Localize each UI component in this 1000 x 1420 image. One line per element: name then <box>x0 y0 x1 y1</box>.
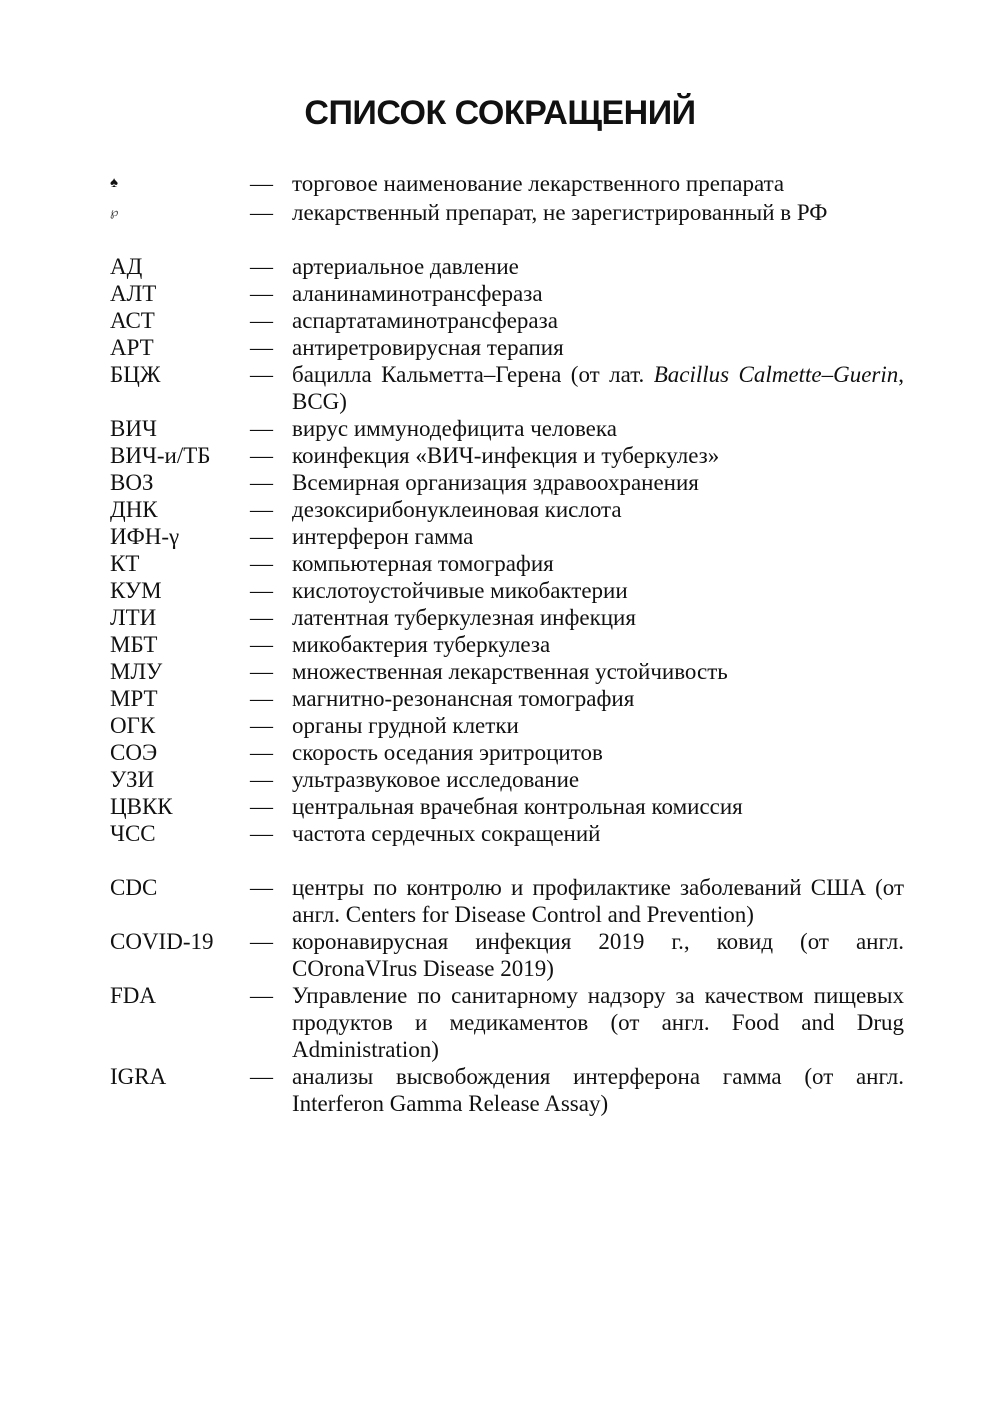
list-item <box>110 928 904 982</box>
abbreviation: ЛТИ <box>110 605 157 630</box>
definition: бацилла Кальметта–Герена (от лат. Bacillus Calmette–Guerin, BCG) <box>292 362 905 414</box>
spade-icon: ♠ <box>110 175 118 191</box>
abbreviation: АРТ <box>110 335 154 360</box>
abbreviation: МБТ <box>110 632 158 657</box>
definition: вирус иммунодефицита человека <box>292 416 617 441</box>
list-item <box>110 631 904 658</box>
abbreviation: ЧСС <box>110 821 156 846</box>
list-item <box>110 469 904 496</box>
list-item <box>110 766 904 793</box>
list-item <box>110 307 904 334</box>
dash: — <box>250 821 273 846</box>
dash: — <box>250 171 273 196</box>
dash: — <box>250 200 273 225</box>
definition: аланинаминотрансфераза <box>292 281 543 306</box>
dash: — <box>250 254 273 279</box>
dash: — <box>250 686 273 711</box>
dash: — <box>250 551 273 576</box>
list-item <box>110 712 904 739</box>
abbreviation: КТ <box>110 551 140 576</box>
abbreviation: СОЭ <box>110 740 158 765</box>
abbreviation: УЗИ <box>110 767 155 792</box>
list-item <box>110 739 904 766</box>
definition: латентная туберкулезная инфекция <box>292 605 636 630</box>
definition: кислотоустойчивые микобактерии <box>292 578 628 603</box>
list-item <box>110 496 904 523</box>
abbreviation: МЛУ <box>110 659 163 684</box>
abbreviation: CDC <box>110 875 158 900</box>
dash: — <box>250 335 273 360</box>
dash: — <box>250 929 273 954</box>
abbreviation: ВИЧ <box>110 416 157 441</box>
list-item <box>110 280 904 307</box>
page-title: СПИСОК СОКРАЩЕНИЙ <box>304 94 696 132</box>
list-item <box>110 199 904 226</box>
definition: коинфекция «ВИЧ-инфекция и туберкулез» <box>292 443 720 468</box>
definition: микобактерия туберкулеза <box>292 632 551 657</box>
dash: — <box>250 524 273 549</box>
definition: частота сердечных сокращений <box>292 821 601 846</box>
rx-icon: ℘ <box>110 205 119 219</box>
abbreviation: МРТ <box>110 686 158 711</box>
definition: лекарственный препарат, не зарегистрированный в РФ <box>292 200 828 225</box>
abbreviation: IGRA <box>110 1064 167 1089</box>
dash: — <box>250 767 273 792</box>
dash: — <box>250 794 273 819</box>
dash: — <box>250 605 273 630</box>
definition: скорость оседания эритроцитов <box>292 740 603 765</box>
abbreviation: КУМ <box>110 578 162 603</box>
abbreviation: ВИЧ-и/ТБ <box>110 443 211 468</box>
dash: — <box>250 740 273 765</box>
abbreviation: COVID-19 <box>110 929 214 954</box>
abbreviation: ИФН-γ <box>110 524 180 549</box>
abbreviation: ВОЗ <box>110 470 154 495</box>
abbreviation: ОГК <box>110 713 156 738</box>
dash: — <box>250 875 273 900</box>
definition: магнитно-резонансная томография <box>292 686 635 711</box>
russian-group <box>110 253 904 847</box>
definition: дезоксирибонуклеиновая кислота <box>292 497 622 522</box>
definition: антиретровирусная терапия <box>292 335 564 360</box>
definition: аспартатаминотрансфераза <box>292 308 558 333</box>
abbreviation: АД <box>110 254 143 279</box>
list-item <box>110 604 904 631</box>
list-item <box>110 793 904 820</box>
symbol-group <box>110 170 904 226</box>
definition: центральная врачебная контрольная комиссия <box>292 794 743 819</box>
dash: — <box>250 470 273 495</box>
definition: интерферон гамма <box>292 524 474 549</box>
definition: Управление по санитарному надзору за качеством пищевых продуктов и медикаментов (от англ. Food and Drug Administration) <box>292 983 904 1062</box>
dash: — <box>250 578 273 603</box>
abbreviation: БЦЖ <box>110 362 161 387</box>
dash: — <box>250 632 273 657</box>
dash: — <box>250 308 273 333</box>
list-item <box>110 577 904 604</box>
list-item <box>110 442 904 469</box>
list-item <box>110 361 904 415</box>
list-item <box>110 253 904 280</box>
list-item <box>110 415 904 442</box>
dash: — <box>250 281 273 306</box>
dash: — <box>250 443 273 468</box>
definition: компьютерная томография <box>292 551 554 576</box>
abbreviation-list <box>110 170 904 1144</box>
abbreviation: АЛТ <box>110 281 157 306</box>
definition: торговое наименование лекарственного препарата <box>292 171 785 196</box>
abbreviation: FDA <box>110 983 157 1008</box>
abbreviation: ЦВКК <box>110 794 173 819</box>
abbreviation: АСТ <box>110 308 155 333</box>
latin-group <box>110 874 904 1117</box>
dash: — <box>250 983 273 1008</box>
dash: — <box>250 416 273 441</box>
list-item <box>110 982 904 1063</box>
list-item <box>110 874 904 928</box>
list-item <box>110 658 904 685</box>
list-item <box>110 550 904 577</box>
definition: Всемирная организация здравоохранения <box>292 470 699 495</box>
definition: артериальное давление <box>292 254 519 279</box>
dash: — <box>250 713 273 738</box>
definition: анализы высвобождения интерферона гамма (от англ. Interferon Gamma Release Assay) <box>292 1064 904 1116</box>
list-item <box>110 1063 904 1117</box>
dash: — <box>250 362 273 387</box>
dash: — <box>250 659 273 684</box>
list-item <box>110 334 904 361</box>
dash: — <box>250 1064 273 1089</box>
definition: центры по контролю и профилактике заболеваний США (от англ. Centers for Disease Control and Prevention) <box>292 875 904 927</box>
list-item <box>110 820 904 847</box>
definition: множественная лекарственная устойчивость <box>292 659 728 684</box>
definition: коронавирусная инфекция 2019 г., ковид (от англ. COronaVIrus Disease 2019) <box>292 929 904 981</box>
list-item <box>110 170 904 199</box>
abbreviation: ДНК <box>110 497 158 522</box>
definition: органы грудной клетки <box>292 713 519 738</box>
dash: — <box>250 497 273 522</box>
list-item <box>110 523 904 550</box>
list-item <box>110 685 904 712</box>
latin-term: Bacillus Calmette–Guerin <box>653 362 899 387</box>
definition: ультразвуковое исследование <box>292 767 580 792</box>
